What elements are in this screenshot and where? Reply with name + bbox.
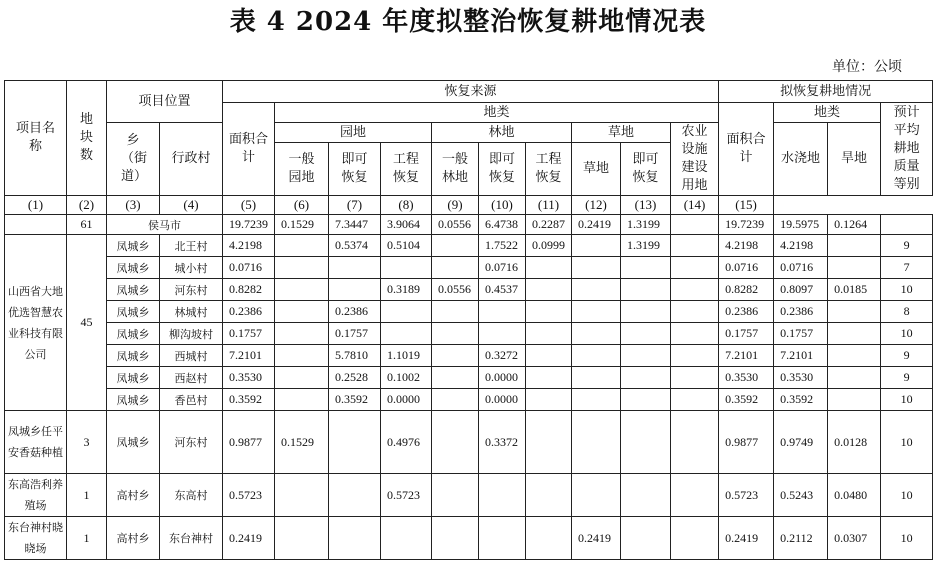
total-value: 0.0556	[432, 215, 479, 235]
value-cell	[621, 411, 671, 474]
value-cell: 1.3199	[621, 235, 671, 257]
total-value: 0.1529	[275, 215, 329, 235]
header-quality: 预计平均耕地质量等别	[881, 103, 933, 196]
value-cell: 0.5723	[719, 474, 774, 517]
table-row	[5, 301, 933, 323]
column-index: (10)	[479, 196, 526, 215]
header-general-garden: 一般园地	[275, 143, 329, 196]
value-cell: 0.4537	[479, 279, 526, 301]
quality-cell: 10	[881, 323, 933, 345]
value-cell: 0.3592	[774, 389, 828, 411]
value-cell	[671, 257, 719, 279]
value-cell	[671, 517, 719, 560]
column-index: (15)	[719, 196, 774, 215]
header-township: 乡（街道）	[107, 123, 160, 196]
table-row	[5, 474, 933, 517]
value-cell: 0.9877	[719, 411, 774, 474]
header-recoverable-garden: 即可恢复	[329, 143, 381, 196]
value-cell: 0.1529	[275, 411, 329, 474]
township-cell: 凤城乡	[107, 301, 160, 323]
quality-cell: 10	[881, 279, 933, 301]
column-index: (13)	[621, 196, 671, 215]
quality-cell: 9	[881, 367, 933, 389]
header-source: 恢复来源	[223, 81, 719, 103]
value-cell: 0.5723	[223, 474, 275, 517]
value-cell: 0.9749	[774, 411, 828, 474]
value-cell	[671, 411, 719, 474]
township-cell: 凤城乡	[107, 345, 160, 367]
value-cell	[275, 367, 329, 389]
value-cell	[671, 345, 719, 367]
township-cell: 凤城乡	[107, 389, 160, 411]
value-cell	[275, 474, 329, 517]
total-value: 6.4738	[479, 215, 526, 235]
value-cell: 0.3530	[223, 367, 275, 389]
value-cell	[432, 257, 479, 279]
value-cell: 0.2528	[329, 367, 381, 389]
value-cell	[828, 301, 881, 323]
total-value: 19.7239	[719, 215, 774, 235]
value-cell: 0.2386	[223, 301, 275, 323]
header-agri-facility: 农业设施建设用地	[671, 123, 719, 196]
value-cell	[381, 517, 432, 560]
value-cell: 0.3530	[719, 367, 774, 389]
total-value: 0.1264	[828, 215, 881, 235]
table-row	[5, 323, 933, 345]
value-cell: 0.1757	[329, 323, 381, 345]
column-index: (4)	[160, 196, 223, 215]
value-cell	[526, 323, 572, 345]
column-index: (3)	[107, 196, 160, 215]
column-index: (11)	[526, 196, 572, 215]
value-cell: 0.0480	[828, 474, 881, 517]
project-plots: 1	[67, 474, 107, 517]
village-cell: 河东村	[160, 411, 223, 474]
table-row	[5, 345, 933, 367]
column-index: (2)	[67, 196, 107, 215]
table-row	[5, 279, 933, 301]
table-row	[5, 517, 933, 560]
township-cell: 凤城乡	[107, 235, 160, 257]
header-engineering-forest: 工程恢复	[526, 143, 572, 196]
value-cell: 0.0716	[719, 257, 774, 279]
value-cell	[671, 235, 719, 257]
value-cell	[381, 257, 432, 279]
header-engineering-garden: 工程恢复	[381, 143, 432, 196]
column-index: (9)	[432, 196, 479, 215]
header-planned-total: 面积合计	[719, 103, 774, 196]
value-cell: 0.2112	[774, 517, 828, 560]
value-cell	[828, 323, 881, 345]
township-cell: 凤城乡	[107, 257, 160, 279]
header-forest: 林地	[432, 123, 572, 143]
township-cell: 凤城乡	[107, 323, 160, 345]
value-cell: 0.0556	[432, 279, 479, 301]
value-cell	[275, 389, 329, 411]
header-grass-land: 草地	[572, 143, 621, 196]
value-cell	[479, 323, 526, 345]
project-name: 山西省大地优选智慧农业科技有限公司	[5, 235, 67, 411]
total-value: 3.9064	[381, 215, 432, 235]
value-cell: 0.4976	[381, 411, 432, 474]
project-name: 东高浩利养殖场	[5, 474, 67, 517]
total-plots: 61	[67, 215, 107, 235]
total-value: 19.7239	[223, 215, 275, 235]
value-cell: 5.7810	[329, 345, 381, 367]
value-cell	[526, 279, 572, 301]
value-cell: 0.0000	[479, 389, 526, 411]
column-index: (5)	[223, 196, 275, 215]
value-cell	[329, 257, 381, 279]
project-name: 凤城乡任平安香菇种植	[5, 411, 67, 474]
value-cell: 0.2386	[774, 301, 828, 323]
header-planned-landtype: 地类	[774, 103, 881, 123]
value-cell: 0.1757	[774, 323, 828, 345]
village-cell: 城小村	[160, 257, 223, 279]
value-cell: 0.1757	[719, 323, 774, 345]
value-cell: 4.2198	[774, 235, 828, 257]
value-cell	[526, 517, 572, 560]
village-cell: 柳沟坡村	[160, 323, 223, 345]
value-cell	[381, 323, 432, 345]
value-cell	[275, 301, 329, 323]
value-cell	[621, 517, 671, 560]
value-cell	[572, 345, 621, 367]
value-cell: 1.7522	[479, 235, 526, 257]
project-plots: 45	[67, 235, 107, 411]
value-cell: 0.2386	[719, 301, 774, 323]
value-cell	[275, 257, 329, 279]
value-cell	[432, 323, 479, 345]
value-cell: 0.2386	[329, 301, 381, 323]
value-cell	[526, 367, 572, 389]
value-cell: 7.2101	[774, 345, 828, 367]
quality-cell: 7	[881, 257, 933, 279]
header-garden: 园地	[275, 123, 432, 143]
value-cell	[275, 323, 329, 345]
header-general-forest: 一般林地	[432, 143, 479, 196]
total-value: 0.2419	[572, 215, 621, 235]
village-cell: 西赵村	[160, 367, 223, 389]
column-index: (12)	[572, 196, 621, 215]
village-cell: 林城村	[160, 301, 223, 323]
column-index: (8)	[381, 196, 432, 215]
value-cell	[621, 323, 671, 345]
value-cell	[621, 345, 671, 367]
value-cell	[572, 389, 621, 411]
value-cell	[432, 411, 479, 474]
village-cell: 河东村	[160, 279, 223, 301]
value-cell: 0.8282	[223, 279, 275, 301]
total-value: 0.2287	[526, 215, 572, 235]
value-cell	[275, 345, 329, 367]
table-row	[5, 389, 933, 411]
quality-cell: 9	[881, 235, 933, 257]
total-region: 侯马市	[107, 215, 223, 235]
value-cell: 0.2419	[572, 517, 621, 560]
value-cell: 7.2101	[223, 345, 275, 367]
value-cell	[621, 474, 671, 517]
table-row	[5, 257, 933, 279]
header-planned: 拟恢复耕地情况	[719, 81, 933, 103]
value-cell: 0.2419	[223, 517, 275, 560]
value-cell	[275, 235, 329, 257]
total-value: 1.3199	[621, 215, 671, 235]
value-cell	[479, 474, 526, 517]
value-cell	[572, 301, 621, 323]
total-project-cell	[5, 215, 67, 235]
township-cell: 高村乡	[107, 517, 160, 560]
value-cell: 4.2198	[223, 235, 275, 257]
township-cell: 凤城乡	[107, 279, 160, 301]
project-plots: 3	[67, 411, 107, 474]
unit-label: 单位：公顷	[832, 59, 902, 75]
value-cell: 0.5374	[329, 235, 381, 257]
value-cell	[671, 389, 719, 411]
header-recoverable-grass: 即可恢复	[621, 143, 671, 196]
header-plot-count: 地块数	[67, 81, 107, 196]
value-cell	[828, 345, 881, 367]
value-cell	[526, 474, 572, 517]
value-cell: 0.2419	[719, 517, 774, 560]
value-cell	[479, 517, 526, 560]
project-plots: 1	[67, 517, 107, 560]
village-cell: 西城村	[160, 345, 223, 367]
header-source-landtype: 地类	[275, 103, 719, 123]
value-cell: 0.3272	[479, 345, 526, 367]
value-cell: 0.0716	[479, 257, 526, 279]
value-cell	[432, 517, 479, 560]
value-cell	[828, 389, 881, 411]
column-index: (6)	[275, 196, 329, 215]
quality-cell: 10	[881, 517, 933, 560]
value-cell: 0.0000	[479, 367, 526, 389]
column-index: (1)	[5, 196, 67, 215]
value-cell	[572, 411, 621, 474]
header-grass: 草地	[572, 123, 671, 143]
value-cell	[275, 279, 329, 301]
quality-cell: 8	[881, 301, 933, 323]
header-area-total: 面积合计	[223, 103, 275, 196]
value-cell	[526, 257, 572, 279]
value-cell	[329, 517, 381, 560]
page-title: 表 4 2024 年度拟整治恢复耕地情况表	[229, 7, 707, 37]
value-cell	[828, 257, 881, 279]
total-value	[881, 215, 933, 235]
village-cell: 东台神村	[160, 517, 223, 560]
value-cell	[479, 301, 526, 323]
quality-cell: 9	[881, 345, 933, 367]
value-cell: 0.0716	[223, 257, 275, 279]
value-cell	[432, 474, 479, 517]
value-cell	[572, 323, 621, 345]
value-cell: 4.2198	[719, 235, 774, 257]
header-irrigated: 水浇地	[774, 123, 828, 196]
value-cell: 0.5243	[774, 474, 828, 517]
value-cell: 0.1002	[381, 367, 432, 389]
column-index: (7)	[329, 196, 381, 215]
value-cell: 0.0000	[381, 389, 432, 411]
township-cell: 高村乡	[107, 474, 160, 517]
value-cell: 0.8282	[719, 279, 774, 301]
value-cell: 0.3592	[329, 389, 381, 411]
value-cell	[526, 301, 572, 323]
value-cell	[432, 235, 479, 257]
value-cell	[329, 474, 381, 517]
column-index: (14)	[671, 196, 719, 215]
value-cell: 0.5723	[381, 474, 432, 517]
header-location: 项目位置	[107, 81, 223, 123]
value-cell: 0.0185	[828, 279, 881, 301]
value-cell: 0.1757	[223, 323, 275, 345]
value-cell	[671, 474, 719, 517]
value-cell	[572, 367, 621, 389]
value-cell	[572, 474, 621, 517]
value-cell: 0.0716	[774, 257, 828, 279]
value-cell	[671, 323, 719, 345]
value-cell	[381, 301, 432, 323]
value-cell	[671, 279, 719, 301]
value-cell: 0.9877	[223, 411, 275, 474]
township-cell: 凤城乡	[107, 411, 160, 474]
table-row	[5, 411, 933, 474]
value-cell: 0.5104	[381, 235, 432, 257]
total-value	[671, 215, 719, 235]
value-cell: 0.3189	[381, 279, 432, 301]
value-cell	[828, 235, 881, 257]
value-cell	[432, 301, 479, 323]
value-cell	[329, 411, 381, 474]
value-cell	[828, 367, 881, 389]
value-cell	[526, 345, 572, 367]
table-row	[5, 367, 933, 389]
value-cell: 0.3372	[479, 411, 526, 474]
value-cell	[572, 235, 621, 257]
value-cell	[621, 301, 671, 323]
value-cell	[526, 389, 572, 411]
value-cell	[526, 411, 572, 474]
recovery-table	[4, 80, 933, 560]
value-cell	[671, 367, 719, 389]
value-cell	[621, 279, 671, 301]
village-cell: 香邑村	[160, 389, 223, 411]
value-cell	[329, 279, 381, 301]
total-value: 19.5975	[774, 215, 828, 235]
value-cell: 0.3592	[223, 389, 275, 411]
value-cell: 1.1019	[381, 345, 432, 367]
value-cell	[621, 257, 671, 279]
total-value: 7.3447	[329, 215, 381, 235]
value-cell	[621, 389, 671, 411]
value-cell: 7.2101	[719, 345, 774, 367]
header-dryland: 旱地	[828, 123, 881, 196]
value-cell: 0.8097	[774, 279, 828, 301]
value-cell	[621, 367, 671, 389]
header-recoverable-forest: 即可恢复	[479, 143, 526, 196]
village-cell: 东高村	[160, 474, 223, 517]
value-cell	[275, 517, 329, 560]
value-cell	[671, 301, 719, 323]
header-village: 行政村	[160, 123, 223, 196]
value-cell	[432, 345, 479, 367]
township-cell: 凤城乡	[107, 367, 160, 389]
value-cell: 0.0128	[828, 411, 881, 474]
value-cell: 0.0999	[526, 235, 572, 257]
header-project-name: 项目名称	[5, 81, 67, 196]
value-cell	[572, 257, 621, 279]
quality-cell: 10	[881, 474, 933, 517]
project-name: 东台神村晓晓场	[5, 517, 67, 560]
quality-cell: 10	[881, 389, 933, 411]
value-cell	[432, 389, 479, 411]
value-cell: 0.3592	[719, 389, 774, 411]
quality-cell: 10	[881, 411, 933, 474]
table-row	[5, 235, 933, 257]
value-cell: 0.3530	[774, 367, 828, 389]
value-cell: 0.0307	[828, 517, 881, 560]
village-cell: 北王村	[160, 235, 223, 257]
value-cell	[432, 367, 479, 389]
value-cell	[572, 279, 621, 301]
